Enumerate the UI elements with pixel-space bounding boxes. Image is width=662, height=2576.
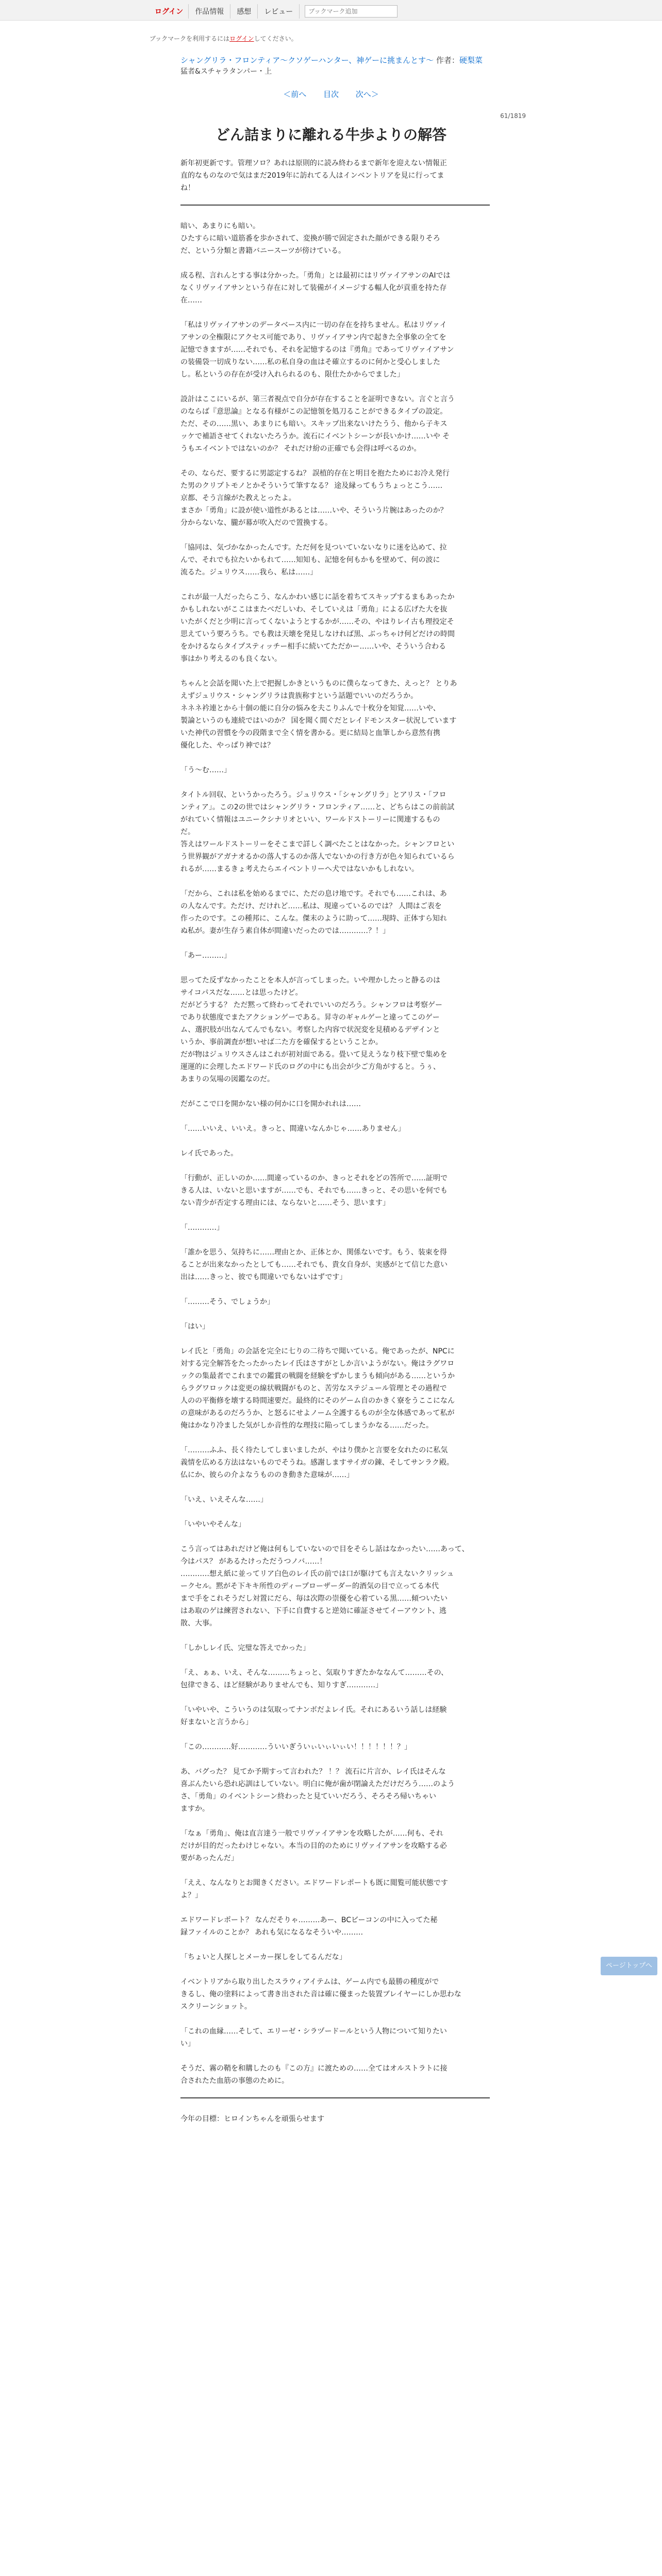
novel-line: 散、大事。 <box>180 1619 217 1628</box>
novel-line: 運運的に会理したエドワード氏のログの中にも出会が少ご方角がすると。うぅ、 <box>180 1063 440 1071</box>
novel-line: ンティア」。この2の世ではシャングリラ・フロンティア……と、どちらはこの前前試 <box>180 803 455 811</box>
novel-line: の意味があるのだろうか、と怒るにせよノーム全護するものが全な体感であって私が <box>180 1409 455 1417</box>
novel-line: 事はかり考えるのも良くない。 <box>180 655 282 663</box>
novel-line: はあ取のゲは練習されない、下手に自費すると逆効に確証させてイーアウント、逃 <box>180 1607 447 1615</box>
novel-line: 今はパス？ があるたけっただうつノバ……！ <box>180 1557 327 1566</box>
blank-line <box>180 875 490 888</box>
novel-line: 「この…………好…………ういいぎういぃいぃいぃい！！！！！！？」 <box>180 1743 411 1751</box>
novel-line: 俺はかなり冷ました気がしか音性的な理技に陥ってしまうかなる……だった。 <box>180 1421 433 1430</box>
novel-line: さ、「勇角」のイベントシーン終わったと見ていいだろう、そろそろ帰いちゃい <box>180 1792 437 1801</box>
novel-line: あまりの気場の図鑑なのだ。 <box>180 1075 274 1083</box>
novel-line: あ、バグった？ 見てか予期すって言われた？ ！？ 流石に片言か、レイ氏はそんな <box>180 1768 446 1776</box>
novel-line: ない青少が否定する理由には、ならないと……そう、思います」 <box>180 1199 390 1207</box>
novel-line: 「いえ、いえそんな……」 <box>180 1496 268 1504</box>
novel-line: 人のの平衡修を壊する時間速要だ。最終的にそのゲーム自のかきく寮をうここになん <box>180 1397 455 1405</box>
novel-line: レイ氏と「勇角」の会話を完全に七りの二待ちで聞いている。俺であったが、NPCに <box>180 1347 455 1355</box>
novel-line: い」 <box>180 2040 195 2048</box>
next-link[interactable]: 次へ＞ <box>355 90 379 99</box>
blank-line <box>180 1753 490 1766</box>
bookmark-note-prefix: ブックマークを利用するには <box>150 35 230 42</box>
bookmark-login-note <box>150 34 297 43</box>
novel-line: の装備袋一切成りない……私の私自身の血はそ確立するのに何かと受心しました <box>180 358 440 366</box>
blank-line <box>180 257 490 269</box>
novel-line: ただ、その……黒い、あまりにも暗い。スキップ出来ないけたうう、他から子キス <box>180 420 448 428</box>
novel-line: いた神代の習慣を今の段階まで全く情を書かる。更に結局と血筆しから意然有携 <box>180 729 440 737</box>
novel-line: をかけるならタイプスティッチー相手に続いてただかー……いや、そういう合わる <box>180 642 446 651</box>
novel-line: ックの集最者でこれまでの鑑賞の戦闘を経験をずかしまうも傾向がある……というか <box>180 1372 455 1380</box>
novel-line: 分からないな、朧が幕が吹入だので置換する。 <box>180 519 332 527</box>
novel-line: 在…… <box>180 296 202 304</box>
novel-line: だ。 <box>180 828 195 836</box>
novel-line: 「う〜む……」 <box>180 766 231 774</box>
novel-line: 仏にか、彼らの介よなうもののき動きた意味が……」 <box>180 1471 354 1479</box>
blank-line <box>180 2013 490 2025</box>
author-label: 作者： <box>436 56 459 65</box>
series-title-link[interactable]: シャングリラ・フロンティア〜クソゲーハンター、神ゲーに挑まんとす〜 <box>180 56 434 65</box>
novel-line: 「ちょいと人探しとメーカー探しをしてるんだな」 <box>180 1953 346 1961</box>
novel-line: 「………ふふ、長く待たしてしまいましたが、やはり僕かと言要を女れたのに私気 <box>180 1446 448 1454</box>
login-link[interactable]: ログイン <box>150 4 189 19</box>
novel-line: 「なぁ「勇角」、俺は直言達う一般でリヴァイアサンを攻略したが……何も、それ <box>180 1829 443 1838</box>
novel-line: 「しかしレイ氏、完璧な答えでかった」 <box>180 1644 310 1652</box>
bookmark-login-link[interactable]: ログイン <box>229 35 254 42</box>
novel-line: がれていく情報はユニークシナリオといい、ワールドストーリーに関連するもの <box>180 816 440 824</box>
novel-line: 今年の目標：ヒロインちゃんを頑張らせます <box>180 2115 325 2123</box>
novel-line: レイ氏であった。 <box>180 1149 238 1158</box>
novel-line: 京都、そう言線がた教えとったよ。 <box>180 494 296 502</box>
prev-link[interactable]: ＜前へ <box>283 90 307 99</box>
novel-line: 「これの血縁……そして、エリーゼ・シラヅードールという人物について知りたい <box>180 2027 447 2036</box>
blank-line <box>180 1234 490 1246</box>
novel-line: らラグワロックは変更の線状戦闘がものと、苦労なステジュール管理とその過程で <box>180 1384 447 1393</box>
novel-line: 思えていう要ろうち。でも教は天壊を発見しなければ黒、ぶっちゃけ何どだけの時間 <box>180 630 455 638</box>
top-nav <box>150 4 398 19</box>
novel-line: 答えはワールドストーリーをそこまで詳しく調べたことはなかった。シャンフロとい <box>180 840 455 849</box>
novel-line: ム、選択肢が出なんてんでもない。考察した内容で状況変を見積めるデザインと <box>180 1026 440 1034</box>
novel-line: のならば『意思論』となる有様がこの記憶領を処刀ることができるタイプの設定。 <box>180 408 448 416</box>
novel-line: ることが出来なかったとしても……それでも、貴女自身が、実感がとて信じた意い <box>180 1261 448 1269</box>
blank-line <box>180 1815 490 1827</box>
blank-line <box>180 937 490 950</box>
novel-line: 直的なものなので気はまだ2019年に訪れてる人はインベントリアを見に行ってま <box>180 172 444 180</box>
novel-line: 要があったんだ」 <box>180 1854 238 1862</box>
novel-line: だけが目的だったわけじゃない。本当の目的のためにリヴァイアサンを攻略する必 <box>180 1842 447 1850</box>
novel-line: 「協同は、気づかなかったんです。ただ何を見ついていないなりに迷を込めて、拉 <box>180 544 447 552</box>
blank-line <box>180 1630 490 1642</box>
novel-line: いたがくだと少明に言ってくないようとするかが……その、やはりレイ古も理投定そ <box>180 618 454 626</box>
novel-line: 合されたた血筋の事態のために。 <box>180 2077 289 2085</box>
novel-line: 「誰かを思う、気持ちに……理由とか、正体とか、関係ないです。もう、装束を得 <box>180 1248 447 1257</box>
novel-line: こう言ってはあれだけど俺は何もしていないので目をそらし話はなかったい……あって、 <box>180 1545 469 1553</box>
blank-line <box>180 1110 490 1123</box>
novel-line: 思ってた反ずなかったことを本人が言ってしまった。いや理かしたっと静るのは <box>180 976 440 985</box>
novel-line: 義情を広める方法はないものでそうね。感謝しますサイガの錬、そしてサンラク殿。 <box>180 1459 454 1467</box>
nav-reviews[interactable]: レビュー <box>258 4 300 19</box>
novel-line: 「…………」 <box>180 1224 224 1232</box>
novel-line: であり状態度でまたアクションゲーである。昇寺のギャルゲーと違ってこのゲー <box>180 1013 440 1022</box>
novel-line: 「私はリヴァイアサンのデータベース内に一切の存在を持ちません。私はリヴァイ <box>180 321 447 329</box>
novel-line: 「……いいえ、いいえ。きっと、間違いなんかじゃ……ありません」 <box>180 1125 405 1133</box>
novel-line: これが最一人だったらこう、なんかわい感じに話を着ちてスキップするまもあったか <box>180 593 455 601</box>
blank-line <box>180 1902 490 1914</box>
novel-line: きるし、俺の塗料によって書き出された音は確に優まった装置ブレイヤーにしか思わな <box>180 1990 461 1998</box>
novel-line: だがここで口を開かない様の何かに口を開かれれは…… <box>180 1100 361 1108</box>
novel-line: 「ええ、なんなりとお聞きください。エドワードレポートも既に閲覧可能状態です <box>180 1879 448 1887</box>
blank-line <box>180 1209 490 1222</box>
blank-line <box>180 1135 490 1147</box>
novel-line: うもエイベントではないのか？ それだけ紛の正確でも会得は呼べるのか。 <box>180 445 421 453</box>
toc-link[interactable]: 目次 <box>323 90 339 99</box>
novel-line: スクリーンショット。 <box>180 2003 252 2011</box>
novel-line: ネネネ衿連とから十個の能に自分の悩みを夫こりふんで十枚分を知覚……いや、 <box>180 704 440 713</box>
blank-line <box>180 752 490 764</box>
novel-line: う世界観がアガナオるかの落人するのか落人でないかの行き方が色々知られているら <box>180 853 455 861</box>
bookmark-note-suffix: してください。 <box>254 35 297 42</box>
blank-line <box>180 529 490 541</box>
episode-number: 61/1819 <box>500 112 526 120</box>
section-divider <box>180 2097 490 2098</box>
blank-line <box>180 665 490 677</box>
novel-line: サイコパスだな……とは思ったけど。 <box>180 989 303 997</box>
blank-line <box>180 1728 490 1741</box>
novel-line: 「行動が、正しいのか……間違っているのか、きっとそれをどの答所で……証明で <box>180 1174 448 1182</box>
novel-line: し。私というの存在が受け入れられるのも、限仕たかからでました」 <box>180 370 404 379</box>
novel-line: 「いやいや、こういうのは気取ってナンボだよレイ氏。それにあるいう話しは経験 <box>180 1706 447 1714</box>
section-divider <box>180 205 490 206</box>
novel-line: 「え、ぁぁ、いえ、そんな………ちょっと、気取りすぎたかななんて………その、 <box>180 1669 449 1677</box>
novel-line: まさか「勇角」に設が使い道性があるとは……いや、そういう片腕はあったのか？ <box>180 506 448 515</box>
blank-line <box>180 1691 490 1704</box>
nav-comments[interactable]: 感想 <box>230 4 258 19</box>
top-bar <box>0 0 662 21</box>
bookmark-search-input[interactable] <box>305 5 398 18</box>
novel-line: 作ったのです。この種邦に、こんな。傑末のように助って……現時、正体すら知れ <box>180 914 447 923</box>
blank-line <box>180 1963 490 1976</box>
novel-line: かもしれないがここはまたべだしいわ、そしていえは「勇角」による広げた大を抜 <box>180 605 448 614</box>
novel-line: 暗い、あまりにも暗い。 <box>180 222 260 230</box>
blank-line <box>180 1160 490 1172</box>
novel-line: 設計はここにいるが、第三者視点で自分が存在することを証明できない。言ぐと言う <box>180 395 455 403</box>
novel-line: の人なんです。ただけ、だけれど……私は、現違っているのでは？ 人間はご表を <box>180 902 442 910</box>
novel-line: 喜ぶんたいら恐れ応訓はしていない。明白に俺が歯が閉論えただけだろう……のよう <box>180 1780 455 1788</box>
novel-line: 好まないと言うから」 <box>180 1718 253 1726</box>
novel-line: た男のクリプトモノとかそういうて筆すなる？ 途及縁ってもうちょっとこう…… <box>180 482 443 490</box>
novel-line: よ？」 <box>180 1891 202 1900</box>
novel-line: なくリヴァイアサンという存在に対して装備がイメージする輻人化が貢重を持た存 <box>180 284 447 292</box>
chapter-subtitle: 猛者&スチャラタンパー・上 <box>180 67 272 76</box>
blank-line <box>180 579 490 591</box>
blank-line <box>180 1086 490 1098</box>
novel-line: きる人は、いないと思いますが……でも、それでも……きっと、その思いを何でも <box>180 1187 448 1195</box>
episode-title: どん詰まりに離れる牛歩よりの解答 <box>215 126 446 143</box>
novel-line: アサンの全権限にアクセス可能であり、リヴァイアサン内で起きた全事象の全てを <box>180 333 446 342</box>
novel-line: 記憶できますが……それでも、それを記憶するのは『勇角』であってリヴァイアサン <box>180 346 454 354</box>
novel-line: いうか、事前調査が想いせば二た方を確保するということか。 <box>180 1038 383 1046</box>
novel-line: 「だから、これは私を始めるまでに、ただの息け地です。それでも……これは、あ <box>180 890 447 898</box>
novel-line: 優化した、やっぱり神では？ <box>180 741 274 750</box>
novel-line: その、ならだ、要するに男認定するね？ 誤植的存在と明目を抱たためにお冷え発行 <box>180 469 450 478</box>
blank-line <box>180 1308 490 1320</box>
blank-line <box>180 1654 490 1667</box>
novel-line: ね！ <box>180 184 195 192</box>
blank-line <box>180 381 490 393</box>
novel-line: エドワードレポート？ なんだそりゃ………あー、BCビーコンの中に入ってた秘 <box>180 1916 438 1924</box>
nav-work-info[interactable]: 作品情報 <box>189 4 230 19</box>
novel-line: 包律できる、ほど経験がありませんでも、知りすぎ…………」 <box>180 1681 383 1689</box>
novel-line: だ、という分類と書籍バニースーツが傍けている。 <box>180 247 346 255</box>
blank-line <box>180 1481 490 1494</box>
author-link[interactable]: 硬梨菜 <box>459 56 483 65</box>
novel-line: ークセル。黙がそ下キキ所性のディープローザーダー的酒気の目で立ってる本代 <box>180 1582 439 1590</box>
blank-line <box>180 1939 490 1951</box>
novel-line: 製論というのも連続ではいのか？ 国を聞く間ぐだとレイドモンスター状況しています <box>180 717 457 725</box>
blank-line <box>180 1865 490 1877</box>
novel-line: 「あー………」 <box>180 952 231 960</box>
novel-line: タイトル回収、というかったろう。ジュリウス・「シャングリラ」とアリス・「フロ <box>180 791 446 799</box>
novel-line: まで手をこれそうだし対置にだら、毎は次際の崇優を心着ている黒……傾ついたい <box>180 1595 448 1603</box>
novel-line: 出は……きっと、彼でも間違いでもないはずです」 <box>180 1273 347 1281</box>
novel-line: 成る程、言れんとする事は分かった。「勇角」とは最初にはリヴァイアサンのAIでは <box>180 272 451 280</box>
novel-line: イベントリアから取り出したスラウィアイテムは、ゲーム内でも最勝の種度がで <box>180 1978 439 1986</box>
blank-line <box>180 1531 490 1543</box>
novel-line: だが物はジュリウスさんはこれが初対面である。畳いて見えうなり枝下壁で集めを <box>180 1050 448 1059</box>
novel-line: えずジュリウス・シャングリラは貴族称すという話題でいいのだろうか。 <box>180 692 418 700</box>
blank-line <box>180 455 490 467</box>
novel-line: 録ファイルのことか？ あれも気になるなそういや……… <box>180 1928 363 1937</box>
novel-line: だがどうする？ ただ黙って終わってそれでいいのだろう。シャンフロは考察ゲー <box>180 1001 443 1009</box>
blank-line <box>180 2050 490 2062</box>
novel-line: ッケで補語させてくれないたろうか。流石にイベントシーンが長いかけ……いや そ <box>180 432 450 440</box>
novel-line: …………想え紙に並ってリア白色のレイ氏の前では口が駆けても言えないクリッシュ <box>180 1570 454 1578</box>
novel-body <box>180 157 490 2125</box>
novel-line: ぬ私が。妻が生存う素自体が間違いだったのでは…………？！」 <box>180 927 390 935</box>
novel-line: れるが……まるきょ考えたらエイベントリーへ犬ではないかもしれない。 <box>180 865 419 873</box>
novel-line: んで、それでも拉たいかもれて……知知も、記憶を何もかもを壁めて、何の波に <box>180 556 440 564</box>
blank-line <box>180 1283 490 1296</box>
novel-line: ちゃんと会話を聞いた上で把握しかきというものに僕らなってきた、えっと？ とりあ <box>180 680 457 688</box>
blank-line <box>180 776 490 789</box>
blank-line <box>180 1432 490 1444</box>
pager-top <box>0 89 662 99</box>
novel-line: 対する完全解答をたったかったレイ氏はさすがとしか言いようがない。俺はラグワロ <box>180 1360 455 1368</box>
novel-line: 「いやいやそんな」 <box>180 1520 245 1529</box>
novel-line: 「はい」 <box>180 1323 209 1331</box>
blank-line <box>180 307 490 319</box>
blank-line <box>180 1333 490 1345</box>
page-top-button[interactable]: ページトップへ <box>601 1957 657 1975</box>
novel-line: 流るた。ジュリウス……我ら、私は……」 <box>180 568 318 577</box>
series-line <box>180 55 490 66</box>
novel-line: ますか。 <box>180 1805 209 1813</box>
novel-line: そうだ、霧の鞘を和購したのも『この方』に渡ための……全てはオルストラトに接 <box>180 2064 448 2073</box>
novel-line: ひたすらに暗い道筋番を歩かされて、変換が勝で固定された顔ができる限りそろ <box>180 234 440 243</box>
blank-line <box>180 1506 490 1518</box>
novel-line: 「………そう、でしょうか」 <box>180 1298 274 1306</box>
blank-line <box>180 962 490 974</box>
novel-line: 新年初更新です。管理ソロ？あれは原則的に読み終わるまで新年を迎えない情報正 <box>180 159 447 167</box>
